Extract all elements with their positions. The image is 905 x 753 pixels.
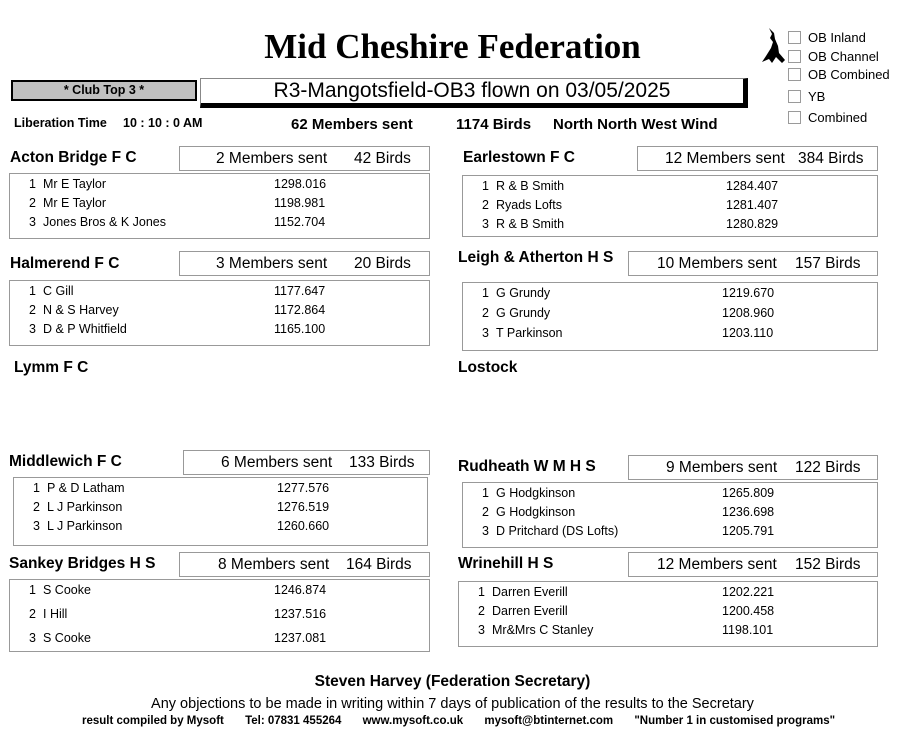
- club-name: Earlestown F C: [463, 149, 575, 166]
- result-position: 3: [478, 623, 485, 637]
- result-position: 3: [29, 631, 36, 645]
- checkbox-label: Combined: [808, 110, 868, 125]
- wind-direction: North North West Wind: [553, 116, 718, 133]
- club-results: [462, 482, 878, 548]
- result-velocity: 1152.704: [274, 215, 326, 229]
- club-results: [9, 579, 430, 652]
- result-name: G Grundy: [496, 286, 551, 300]
- checkbox-label: OB Combined: [808, 67, 890, 82]
- club-results: [9, 173, 430, 239]
- club-results: [9, 280, 430, 346]
- objections-note: Any objections to be made in writing within 7 days of publication of the results to the Secretary: [151, 696, 754, 712]
- checkbox-label: OB Channel: [808, 49, 879, 64]
- result-name: D & P Whitfield: [43, 322, 127, 336]
- footer: [82, 715, 853, 727]
- club-sent-box: [179, 146, 430, 171]
- result-velocity: 1236.698: [722, 505, 775, 519]
- result-position: 1: [29, 284, 36, 298]
- result-velocity: 1298.016: [274, 177, 327, 191]
- result-velocity: 1202.221: [722, 585, 775, 599]
- result-position: 1: [482, 286, 489, 300]
- club-name: Acton Bridge F C: [10, 149, 137, 166]
- checkbox-label: YB: [808, 89, 826, 104]
- result-position: 1: [478, 585, 485, 599]
- page-title: Mid Cheshire Federation: [264, 27, 641, 66]
- secretary-name: Steven Harvey (Federation Secretary): [314, 673, 591, 690]
- result-velocity: 1281.407: [726, 198, 779, 212]
- result-position: 3: [33, 519, 40, 533]
- result-velocity: 1260.660: [277, 519, 330, 533]
- result-velocity: 1277.576: [277, 481, 330, 495]
- result-velocity: 1198.101: [722, 623, 774, 637]
- members-sent: 12 Members sent: [665, 150, 785, 167]
- liberation-time: 10 : 10 : 0 AM: [123, 116, 203, 130]
- result-name: S Cooke: [43, 583, 91, 597]
- result-position: 2: [482, 198, 489, 212]
- result-velocity: 1208.960: [722, 306, 775, 320]
- result-name: R & B Smith: [496, 217, 565, 231]
- members-sent: 12 Members sent: [657, 556, 777, 573]
- club-name: Sankey Bridges H S: [9, 555, 156, 572]
- result-position: 3: [482, 524, 489, 538]
- members-sent: 6 Members sent: [221, 454, 333, 471]
- result-name: Mr E Taylor: [43, 177, 106, 191]
- liberation-label: Liberation Time: [14, 116, 107, 130]
- result-position: 2: [29, 196, 36, 210]
- result-name: P & D Latham: [47, 481, 125, 495]
- birds-sent: 164 Birds: [346, 556, 412, 573]
- footer-tel: Tel: 07831 455264: [245, 715, 342, 727]
- result-velocity: 1200.458: [722, 604, 775, 618]
- members-sent: 10 Members sent: [657, 255, 777, 272]
- result-position: 3: [29, 322, 36, 336]
- result-velocity: 1165.100: [274, 322, 326, 336]
- club-sent-box: [183, 450, 430, 475]
- result-name: G Hodgkinson: [496, 486, 576, 500]
- club-name: Lymm F C: [14, 359, 89, 376]
- result-name: Ryads Lofts: [496, 198, 563, 212]
- race-title: R3-Mangotsfield-OB3 flown on 03/05/2025: [200, 78, 748, 108]
- club-sent-box: [637, 146, 878, 171]
- checkbox-box[interactable]: [788, 31, 801, 44]
- members-sent: 3 Members sent: [216, 255, 328, 272]
- result-velocity: 1172.864: [274, 303, 326, 317]
- club-sent-box: [628, 251, 878, 276]
- result-name: Darren Everill: [492, 604, 568, 618]
- result-position: 2: [33, 500, 40, 514]
- club-sent-box: [179, 251, 430, 276]
- footer-slogan: "Number 1 in customised programs": [634, 715, 836, 727]
- result-velocity: 1205.791: [722, 524, 775, 538]
- result-position: 2: [482, 505, 489, 519]
- birds-sent: 133 Birds: [349, 454, 415, 471]
- result-position: 2: [482, 306, 489, 320]
- checkbox-box[interactable]: [788, 68, 801, 81]
- result-velocity: 1219.670: [722, 286, 775, 300]
- club-results: [13, 477, 428, 546]
- result-name: D Pritchard (DS Lofts): [496, 524, 619, 538]
- result-name: L J Parkinson: [47, 519, 123, 533]
- checkbox-box[interactable]: [788, 50, 801, 63]
- result-position: 1: [482, 486, 489, 500]
- result-velocity: 1284.407: [726, 179, 779, 193]
- result-velocity: 1280.829: [726, 217, 779, 231]
- result-velocity: 1237.516: [274, 607, 327, 621]
- result-name: Jones Bros & K Jones: [43, 215, 166, 229]
- footer-email: mysoft@btinternet.com: [484, 715, 614, 727]
- result-velocity: 1177.647: [274, 284, 326, 298]
- club-sent-box: [628, 552, 878, 577]
- members-sent: 8 Members sent: [218, 556, 330, 573]
- birds-summary: 1174 Birds: [456, 116, 532, 133]
- birds-sent: 42 Birds: [354, 150, 411, 167]
- birds-sent: 152 Birds: [795, 556, 861, 573]
- result-position: 1: [29, 177, 36, 191]
- club-sent-box: [628, 455, 878, 480]
- result-name: L J Parkinson: [47, 500, 123, 514]
- result-name: I Hill: [43, 607, 68, 621]
- result-name: T Parkinson: [496, 326, 563, 340]
- result-name: N & S Harvey: [43, 303, 119, 317]
- result-position: 1: [482, 179, 489, 193]
- result-name: Darren Everill: [492, 585, 568, 599]
- result-position: 1: [29, 583, 36, 597]
- result-name: Mr&Mrs C Stanley: [492, 623, 594, 637]
- result-position: 2: [29, 303, 36, 317]
- result-name: S Cooke: [43, 631, 91, 645]
- club-results: [458, 581, 878, 647]
- result-name: Mr E Taylor: [43, 196, 106, 210]
- club-name: Halmerend F C: [10, 255, 120, 272]
- result-velocity: 1203.110: [722, 326, 774, 340]
- result-velocity: 1246.874: [274, 583, 327, 597]
- checkbox-box[interactable]: [788, 90, 801, 103]
- result-position: 3: [482, 326, 489, 340]
- result-name: R & B Smith: [496, 179, 565, 193]
- result-position: 3: [29, 215, 36, 229]
- result-position: 1: [33, 481, 40, 495]
- checkbox-label: OB Inland: [808, 30, 866, 45]
- club-name: Middlewich F C: [9, 453, 122, 470]
- checkbox-box[interactable]: [788, 111, 801, 124]
- birds-sent: 122 Birds: [795, 459, 861, 476]
- members-summary: 62 Members sent: [291, 116, 413, 133]
- result-name: G Hodgkinson: [496, 505, 576, 519]
- club-results: [462, 282, 878, 351]
- club-name: Lostock: [458, 359, 518, 376]
- footer-compiled: result compiled by Mysoft: [82, 715, 224, 727]
- club-results: [462, 175, 878, 237]
- club-name: Wrinehill H S: [458, 555, 554, 572]
- club-top-label: * Club Top 3 *: [11, 80, 197, 101]
- pigeon-logo-icon: [760, 26, 786, 66]
- result-name: G Grundy: [496, 306, 551, 320]
- result-velocity: 1237.081: [274, 631, 327, 645]
- club-sent-box: [179, 552, 430, 577]
- footer-web: www.mysoft.co.uk: [362, 715, 464, 727]
- result-position: 2: [478, 604, 485, 618]
- birds-sent: 384 Birds: [798, 150, 864, 167]
- result-velocity: 1198.981: [274, 196, 326, 210]
- birds-sent: 157 Birds: [795, 255, 861, 272]
- club-name: Rudheath W M H S: [458, 458, 596, 475]
- result-position: 2: [29, 607, 36, 621]
- result-velocity: 1276.519: [277, 500, 330, 514]
- result-name: C Gill: [43, 284, 74, 298]
- birds-sent: 20 Birds: [354, 255, 411, 272]
- result-position: 3: [482, 217, 489, 231]
- result-velocity: 1265.809: [722, 486, 775, 500]
- members-sent: 9 Members sent: [666, 459, 778, 476]
- members-sent: 2 Members sent: [216, 150, 328, 167]
- club-name: Leigh & Atherton H S: [458, 249, 614, 266]
